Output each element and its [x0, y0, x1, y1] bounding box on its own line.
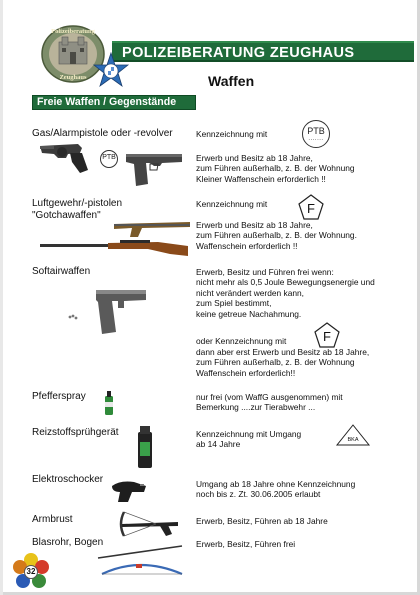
header-banner: [112, 41, 414, 62]
ptb-small-badge-icon: [100, 150, 118, 168]
logo-text-bottom: Zeughaus: [59, 74, 87, 81]
text-line: nicht verändert werden kann,: [196, 287, 305, 298]
banner-title: POLIZEIBERATUNG ZEUGHAUS: [122, 45, 355, 61]
page-edge: [0, 0, 3, 595]
pellets-icon: [68, 314, 78, 320]
item-label-pfefferspray: Pfefferspray: [32, 391, 86, 402]
label-line: "Gotchawaffen": [32, 210, 101, 221]
item-label-elektroschocker: Elektroschocker: [32, 474, 104, 485]
item-mark-text-luftgewehr: Kennzeichnung mit: [196, 199, 268, 209]
f-in-pentagon-badge-icon: [298, 194, 324, 220]
revolver-icon: [38, 140, 100, 176]
logo-text-top: Polizeiberatung: [51, 28, 95, 35]
ptb-badge-label: PTB: [307, 126, 325, 136]
item-alt-text-softair: [196, 347, 404, 378]
text-line: Umgang ab 18 Jahre ohne Kennzeichnung: [196, 479, 356, 489]
text-line: Waffenschein erforderlich !!: [196, 240, 298, 251]
item-text-armbrust: [196, 516, 328, 526]
text-line: zum Spiel bestimmt,: [196, 298, 272, 309]
f-in-pentagon-badge-icon: [314, 322, 340, 348]
text-line: noch bis z. Zt. 30.06.2005 erlaubt: [196, 489, 321, 500]
text-line: zum Führen außerhalb, z. B. der Wohnung.: [196, 230, 357, 241]
pistol-icon: [124, 150, 186, 190]
text-line: ab 14 Jahre: [196, 439, 241, 450]
item-label-luftgewehr: [32, 198, 122, 222]
air-pistol-icon: [112, 220, 192, 238]
page-number-badge: [24, 565, 38, 579]
text-line: Kennzeichnung mit Umgang: [196, 429, 302, 439]
text-line: keine getreue Nachahmung.: [196, 308, 302, 319]
item-text-softair: [196, 267, 375, 319]
section-header: [32, 95, 196, 110]
text-line: zum Führen außerhalb, z. B. der Wohnung: [196, 163, 355, 174]
item-text-reizstoff: [196, 429, 301, 450]
stun-gun-icon: [110, 478, 148, 504]
air-rifle-icon: [38, 238, 190, 258]
pepper-spray-icon: [104, 390, 114, 416]
ptb-badge-icon: [302, 120, 330, 148]
text-line: nur frei (vom WaffG ausgenommen) mit: [196, 392, 343, 402]
text-line: Erwerb, Besitz, Führen ab 18 Jahre: [196, 516, 328, 526]
label-line: Luftgewehr/-pistolen: [32, 198, 123, 209]
ptb-small-badge-label: PTB: [102, 154, 116, 161]
item-text-gaspistole: [196, 153, 355, 184]
text-line: nicht mehr als 0,5 Joule Bewegungsenergie und: [196, 277, 375, 288]
f-badge-label: F: [307, 201, 315, 216]
item-alt-mark-softair: oder Kennzeichnung mit: [196, 336, 287, 346]
item-label-blasrohr: Blasrohr, Bogen: [32, 537, 104, 548]
text-line: Kleiner Waffenschein erforderlich !!: [196, 173, 326, 184]
item-label-gaspistole: Gas/Alarmpistole oder -revolver: [32, 128, 173, 139]
text-line: Erwerb und Besitz ab 18 Jahre,: [196, 153, 313, 163]
item-text-blasrohr: [196, 539, 295, 549]
bka-badge-label: BKA: [347, 437, 359, 443]
item-mark-text-gaspistole: Kennzeichnung mit: [196, 129, 268, 139]
text-line: Erwerb und Besitz ab 18 Jahre,: [196, 220, 313, 230]
item-text-pfefferspray: [196, 392, 392, 413]
item-label-armbrust: Armbrust: [32, 514, 73, 525]
text-line: zum Führen außerhalb, z. B. der Wohnung: [196, 357, 355, 368]
item-text-luftgewehr: [196, 220, 357, 251]
text-line: Waffenschein erforderlich!!: [196, 367, 296, 378]
page-number: 32: [26, 567, 36, 576]
item-label-reizstoff: Reizstoffsprühgerät: [32, 427, 119, 438]
text-line: Bemerkung ....zur Tierabwehr ...: [196, 402, 316, 413]
badge-dots: .......: [308, 136, 324, 142]
text-line: dann aber erst Erwerb und Besitz ab 18 Jahre,: [196, 347, 370, 357]
text-line: Erwerb, Besitz und Führen frei wenn:: [196, 267, 334, 277]
bow-blowpipe-icon: [96, 540, 186, 580]
police-star-icon: [92, 52, 130, 90]
item-label-softair: Softairwaffen: [32, 266, 91, 277]
item-text-elektroschocker: [196, 479, 392, 500]
softair-pistol-icon: [90, 286, 148, 336]
section-title: Freie Waffen / Gegenstände: [37, 96, 177, 108]
irritant-spray-icon: [136, 424, 154, 470]
f-badge-label: F: [323, 329, 331, 344]
text-line: Erwerb, Besitz, Führen frei: [196, 539, 296, 549]
crossbow-icon: [116, 510, 182, 538]
bka-badge-icon: [336, 424, 370, 446]
page-heading: Waffen: [208, 73, 255, 89]
